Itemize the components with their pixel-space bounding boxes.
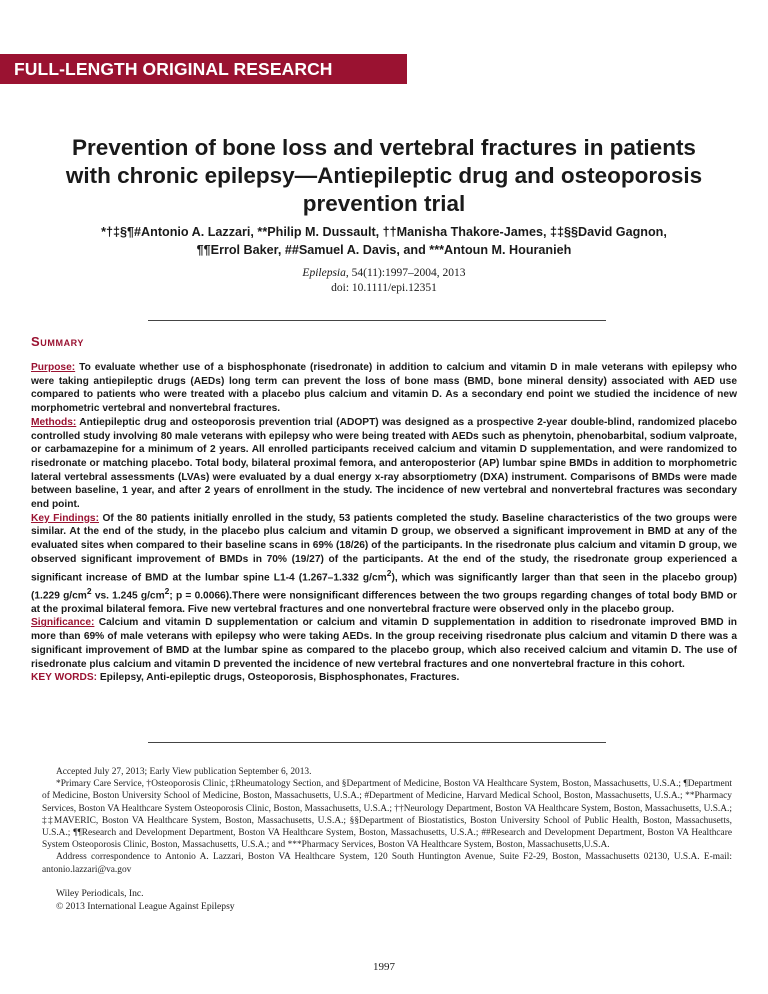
divider-top xyxy=(148,320,606,321)
methods-label: Methods: xyxy=(31,416,77,428)
findings-text: ), which was significantly larger than that seen in the placebo group) (1.229 g/cm xyxy=(31,571,738,602)
superscript: 2 xyxy=(386,567,392,578)
summary-body xyxy=(31,361,737,685)
keywords-text: Epilepsy, Anti-epileptic drugs, Osteoporosis, Bisphosphonates, Fractures. xyxy=(97,672,460,684)
findings-text: Of the 80 patients initially enrolled in the study, 53 patients completed the study. Baseline characteristics of the two groups were similar. At the end of the study, in the placebo plus calcium and vitamin D group, we observed a significant improvement in BMD at any of the evaluated sites when compared to their baseline scans in 69% (18/26) of the participants. In the risedronate plus calcium and vitamin D group, we observed significant improvement of BMDs in 70% (19/27) of the participants. At the end of the study, the risedronate group experienced a significant increase of BMD at the lumbar spine L1-4 (1.267–1.332 g/cm xyxy=(31,512,737,583)
publisher-info xyxy=(56,888,235,913)
divider-bottom xyxy=(148,742,606,743)
title-line: Prevention of bone loss and vertebral fractures in patients xyxy=(72,135,696,160)
article-title xyxy=(40,134,728,218)
summary-heading: Summary xyxy=(31,334,85,349)
significance-paragraph xyxy=(31,616,737,671)
page-number: 1997 xyxy=(373,961,395,973)
findings-paragraph xyxy=(31,512,737,617)
citation-details: , 54(11):1997–2004, 2013 xyxy=(345,267,466,279)
author-line: *†‡§¶#Antonio A. Lazzari, **Philip M. Dussault, ††Manisha Thakore-James, ‡‡§§David Gagnon, xyxy=(101,225,667,239)
author-line: ¶¶Errol Baker, ##Samuel A. Davis, and ***Antoun M. Houranieh xyxy=(196,243,572,257)
title-line: with chronic epilepsy—Antiepileptic drug and osteoporosis xyxy=(65,163,703,188)
accepted-note: Accepted July 27, 2013; Early View publication September 6, 2013. xyxy=(56,767,312,777)
purpose-text: To evaluate whether use of a bisphosphonate (risedronate) in addition to calcium and vitamin D in male veterans with epilepsy who were taking antiepileptic drugs (AEDs) long term can prevent the loss of bone mass (BMD, bone mineral density) associated with AED use compared to patients who were treated with a placebo plus calcium and vitamin D. As a secondary end point we studied the incidence of new morphometric vertebral and nonvertebral fractures. xyxy=(31,362,737,415)
superscript: 2 xyxy=(164,585,170,596)
keywords-label: KEY WORDS: xyxy=(31,672,98,684)
superscript: 2 xyxy=(86,585,92,596)
methods-text: Antiepileptic drug and osteoporosis prevention trial (ADOPT) was designed as a prospective 2-year double-blind, randomized placebo controlled study involving 80 male veterans with epilepsy who were being treated with AEDs such as phenytoin, phenobarbital, sodium valproate, or carbamazepine for a minimum of 2 years. All enrolled participants received calcium and vitamin D supplementation, and were randomized to risedronate or matching placebo. Total body, bilateral proximal femora, and anteroposterior (AP) lumbar spine BMDs in addition to morphometric lateral vertebral assessments (LVAs) were evaluated by a dual energy x-ray absorptiometry (DXA) instrument. Comparisons of BMDs were made between baseline, 1 year, and after 2 years of enrollment in the study. The incidence of new vertebral and nonvertebral fractures was secondary end point. xyxy=(31,416,737,511)
title-line: prevention trial xyxy=(302,191,466,216)
footnotes xyxy=(42,766,732,876)
publisher-name: Wiley Periodicals, Inc. xyxy=(56,888,144,899)
citation-block xyxy=(40,266,728,296)
affiliations-note: *Primary Care Service, †Osteoporosis Clinic, ‡Rheumatology Section, and §Department of Medicine, Boston VA Healthcare System, Boston, Massachusetts, U.S.A.; ¶Department of Medicine, Boston University School of Medicine, Boston, Massachusetts, U.S.A.; #Department of Medicine, Harvard Medical School, Boston, Massachusetts, U.S.A.; **Pharmacy Services, Boston VA Healthcare System Osteoporosis Clinic, Boston, Massachusetts, U.S.A.; ††Neurology Department, Boston VA Healthcare System, Boston, Massachusetts, U.S.A.; ‡‡MAVERIC, Boston VA Healthcare System, Boston, Massachusetts, U.S.A.; §§Department of Biostatistics, Boston University School of Public Health, Boston, Massachusetts, U.S.A.; ¶¶Research and Development Department, Boston VA Healthcare System, Boston, Massachusetts, U.S.A.; ##Research and Development Department, Boston VA Healthcare System Osteoporosis Clinic, Boston, Massachusetts, U.S.A.; and ***Pharmacy Services, Boston VA Healthcare System, Boston, Massachusetts,U.S.A. xyxy=(42,779,732,851)
copyright: © 2013 International League Against Epilepsy xyxy=(56,900,235,912)
significance-label: Significance: xyxy=(31,617,95,629)
purpose-paragraph xyxy=(31,361,737,416)
article-type-banner: FULL-LENGTH ORIGINAL RESEARCH xyxy=(0,54,407,84)
purpose-label: Purpose: xyxy=(31,362,76,373)
author-list xyxy=(40,223,728,259)
findings-label: Key Findings: xyxy=(31,512,99,524)
methods-paragraph xyxy=(31,416,737,512)
keywords-paragraph xyxy=(31,671,737,685)
correspondence-note: Address correspondence to Antonio A. Lazzari, Boston VA Healthcare System, 120 South Huntington Avenue, Suite F2-29, Boston, Massachusetts 02130, U.S.A. E-mail: antonio.lazzari@va.gov xyxy=(42,852,732,875)
findings-text: vs. 1.245 g/cm xyxy=(91,590,165,602)
journal-name: Epilepsia xyxy=(302,267,346,279)
findings-text: ; p = 0.0066).There were nonsignificant differences between the two groups regarding changes of total body BMD or at the proximal bilateral femora. Five new vertebral fractures and one nonvertebral fracture were observed only in the placebo group. xyxy=(31,590,737,615)
significance-text: Calcium and vitamin D supplementation or calcium and vitamin D supplementation in addition to risedronate improved BMD in more than 69% of male veterans with epilepsy who were taking AEDs. In the group receiving risedronate plus calcium and vitamin D there was a significant improvement of BMD at the lumbar spine as compared to the placebo group, which also received calcium and vitamin D. The use of risedronate plus calcium and vitamin D prevented the incidence of new vertebral fractures and one nonvertebral fracture in this cohort. xyxy=(31,617,737,670)
doi[interactable]: doi: 10.1111/epi.12351 xyxy=(331,282,437,294)
